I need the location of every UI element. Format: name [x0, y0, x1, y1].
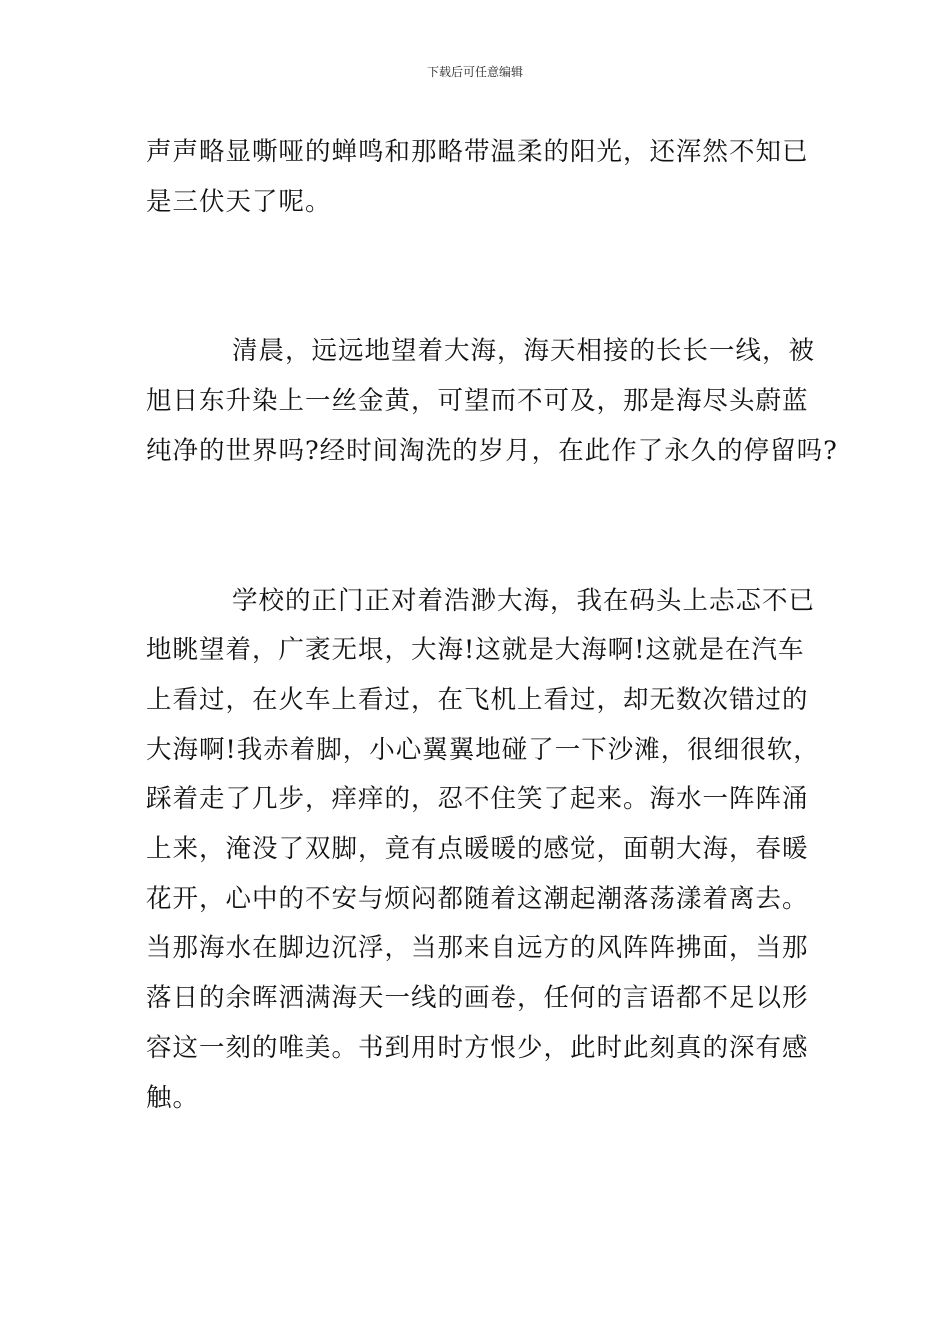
- text-line: 踩着走了几步，痒痒的，忍不住笑了起来。海水一阵阵涌: [146, 784, 809, 815]
- paragraph-spacer: [146, 227, 810, 327]
- paragraph-spacer: [146, 477, 810, 577]
- text-line: 是三伏天了呢。: [146, 186, 332, 217]
- text-line: 落日的余晖洒满海天一线的画卷，任何的言语都不足以形: [146, 983, 809, 1014]
- document-body: [146, 128, 838, 1123]
- text-line: 容这一刻的唯美。书到用时方恨少，此时此刻真的深有感: [146, 1032, 809, 1063]
- text-line: 地眺望着，广袤无垠，大海!这就是大海啊!这就是在汽车: [146, 635, 805, 666]
- page-header: 下载后可任意编辑: [426, 65, 523, 79]
- text-line: 清晨，远远地望着大海，海天相接的长长一线，被: [232, 336, 816, 367]
- text-line: 上来，淹没了双脚，竟有点暖暖的感觉，面朝大海，春暖: [146, 834, 809, 865]
- text-line: 大海啊!我赤着脚，小心翼翼地碰了一下沙滩，很细很软，: [146, 734, 820, 765]
- paragraph-2: [146, 327, 838, 476]
- text-line: 当那海水在脚边沉浮，当那来自远方的风阵阵拂面，当那: [146, 933, 809, 964]
- text-line: 旭日东升染上一丝金黄，可望而不可及，那是海尽头蔚蓝: [146, 386, 809, 417]
- text-line: 上看过，在火车上看过，在飞机上看过，却无数次错过的: [146, 684, 809, 715]
- text-line: 学校的正门正对着浩渺大海，我在码头上忐忑不已: [232, 585, 816, 616]
- paragraph-3: [146, 577, 820, 1124]
- text-line: 声声略显嘶哑的蝉鸣和那略带温柔的阳光，还浑然不知已: [146, 137, 809, 167]
- paragraph-1: [146, 128, 810, 227]
- text-line: 花开，心中的不安与烦闷都随着这潮起潮落荡漾着离去。: [146, 883, 809, 914]
- text-line: 触。: [146, 1082, 200, 1113]
- text-line: 纯净的世界吗?经时间淘洗的岁月，在此作了永久的停留吗?: [146, 435, 838, 466]
